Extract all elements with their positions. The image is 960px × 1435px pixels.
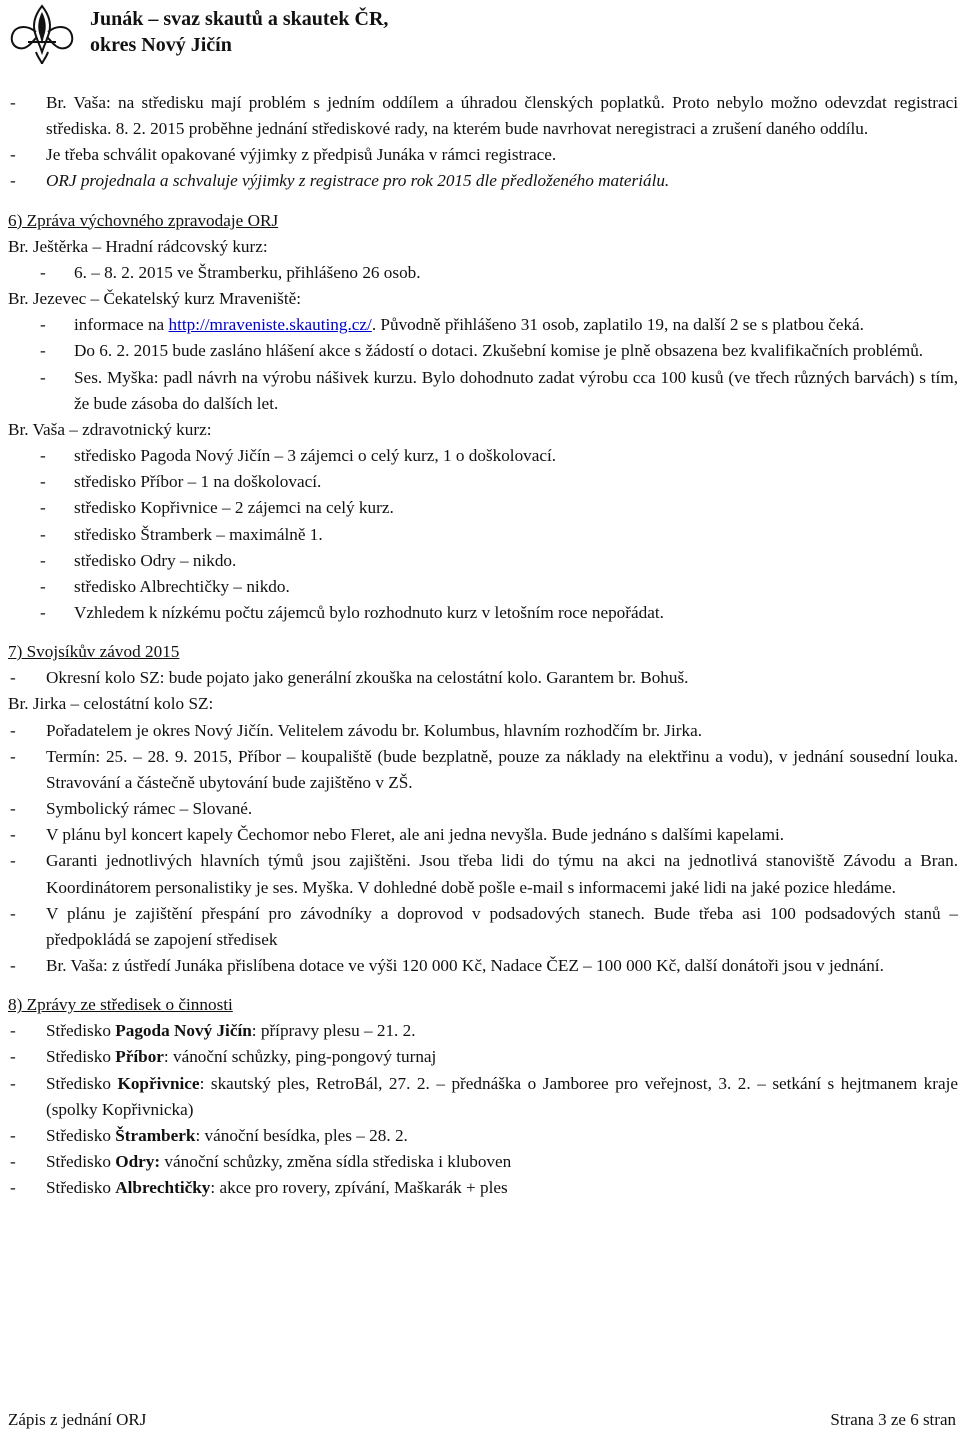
- list-item: - Do 6. 2. 2015 bude zasláno hlášení akce s žádostí o dotaci. Zkušební komise je plně obsazena bez kvalifikačních problémů.: [40, 341, 924, 361]
- list-item: - Pořadatelem je okres Nový Jičín. Velitelem závodu br. Kolumbus, hlavním rozhodčím br. Jirka.: [10, 720, 703, 740]
- list-item: - Středisko Odry: vánoční schůzky, změna sídla střediska i kluboven: [10, 1152, 512, 1172]
- footer-title: Zápis z jednání ORJ: [8, 1410, 147, 1429]
- list-item: - Termín: 25. – 28. 9. 2015, Příbor – koupaliště (bude bezplatně, pouze za náklady na elektřinu a vodu), v jednání sousední louka. Stravování a částečně ubytování bude zajištěno v ZŠ.: [10, 746, 958, 792]
- list-item: - středisko Příbor – 1 na doškolovací.: [40, 472, 322, 492]
- list-item: - Ses. Myška: padl návrh na výrobu nášivek kurzu. Bylo dohodnuto zadat výrobu cca 100 kusů (ve třech různých barvách) s tím, že bude zásoba do dalších let.: [40, 367, 958, 413]
- list-item: - ORJ projednala a schvaluje výjimky z registrace pro rok 2015 dle předloženého materiálu.: [10, 171, 670, 191]
- list-item: - středisko Kopřivnice – 2 zájemci na celý kurz.: [40, 498, 394, 518]
- subsection-title: Br. Vaša – zdravotnický kurz:: [8, 419, 212, 439]
- section-heading-7: 7) Svojsíkův závod 2015: [8, 642, 180, 662]
- document-body: [0, 90, 958, 1201]
- list-item: - Středisko Příbor: vánoční schůzky, ping-pongový turnaj: [10, 1047, 437, 1067]
- page-header: [0, 0, 960, 70]
- list-item: - Středisko Štramberk: vánoční besídka, ples – 28. 2.: [10, 1125, 408, 1145]
- list-item: - 6. – 8. 2. 2015 ve Štramberku, přihlášeno 26 osob.: [40, 262, 421, 282]
- list-item: - Br. Vaša: z ústředí Junáka přislíbena dotace ve výši 120 000 Kč, Nadace ČEZ – 100 000 Kč, další donátoři jsou v jednání.: [10, 956, 884, 975]
- subsection-title: Br. Jezevec – Čekatelský kurz Mraveniště:: [8, 289, 302, 309]
- list-item: - středisko Albrechtičky – nikdo.: [40, 576, 290, 596]
- section-heading-8: 8) Zprávy ze středisek o činnosti: [8, 995, 233, 1015]
- list-item: - Garanti jednotlivých hlavních týmů jsou zajištěni. Jsou třeba lidi do týmu na akci na jednotlivá stanoviště Závodu a Bran. Koordinátorem personalistiky je ses. Myška. V dohledné době pošle e-mail s informacemi jaké lidi na jaké pozice hledáme.: [10, 851, 958, 897]
- org-name-line1: Junák – svaz skautů a skautek ČR,: [90, 8, 389, 30]
- list-item: - středisko Štramberk – maximálně 1.: [40, 524, 323, 544]
- list-item: - V plánu byl koncert kapely Čechomor nebo Fleret, ale ani jedna nevyšla. Bude jednáno s dalšími kapelami.: [10, 825, 785, 845]
- list-item: - Br. Vaša: na středisku mají problém s jedním oddílem a úhradou členských poplatků. Proto nebylo možno odevzdat registraci střediska. 8. 2. 2015 proběhne jednání střediskové rady, na kterém bude navrhovat neregistraci a zrušení daného oddílu.: [10, 93, 958, 139]
- list-item: - Okresní kolo SZ: bude pojato jako generální zkouška na celostátní kolo. Garantem br. Bohuš.: [10, 668, 689, 688]
- mraveniste-link[interactable]: http://mraveniste.skauting.cz/: [168, 315, 372, 335]
- section-heading-6: 6) Zpráva výchovného zpravodaje ORJ: [8, 210, 279, 230]
- subsection-title: Br. Jirka – celostátní kolo SZ:: [8, 694, 214, 714]
- subsection-title: Br. Ještěrka – Hradní rádcovský kurz:: [8, 236, 268, 256]
- list-item: - Středisko Kopřivnice: skautský ples, RetroBál, 27. 2. – přednáška o Jamboree pro veřejnost, 3. 2. – setkání s hejtmanem kraje (spolky Kopřivnicka): [10, 1073, 958, 1119]
- list-item: - středisko Pagoda Nový Jičín – 3 zájemci o celý kurz, 1 o doškolovací.: [40, 446, 557, 466]
- list-item: - Středisko Albrechtičky: akce pro rovery, zpívání, Maškarák + ples: [10, 1178, 508, 1198]
- list-item: - středisko Odry – nikdo.: [40, 550, 237, 570]
- page-number: Strana 3 ze 6 stran: [830, 1410, 956, 1429]
- list-item: - informace na http://mraveniste.skauting.cz/. Původně přihlášeno 31 osob, zaplatilo 19, na další 2 se s platbou čeká.: [40, 315, 864, 335]
- list-item: - Vzhledem k nízkému počtu zájemců bylo rozhodnuto kurz v letošním roce nepořádat.: [40, 602, 664, 622]
- fleur-de-lis-icon: [6, 2, 78, 66]
- list-item: - V plánu je zajištění přespání pro závodníky a doprovod v podsadových stanech. Bude třeba asi 100 podsadových stanů – předpokládá se zapojení středisek: [10, 903, 958, 949]
- list-item: - Je třeba schválit opakované výjimky z předpisů Junáka v rámci registrace.: [10, 145, 557, 165]
- list-item: - Symbolický rámec – Slované.: [10, 799, 253, 819]
- org-name-line2: okres Nový Jičín: [90, 34, 232, 56]
- list-item: - Středisko Pagoda Nový Jičín: přípravy plesu – 21. 2.: [10, 1021, 416, 1041]
